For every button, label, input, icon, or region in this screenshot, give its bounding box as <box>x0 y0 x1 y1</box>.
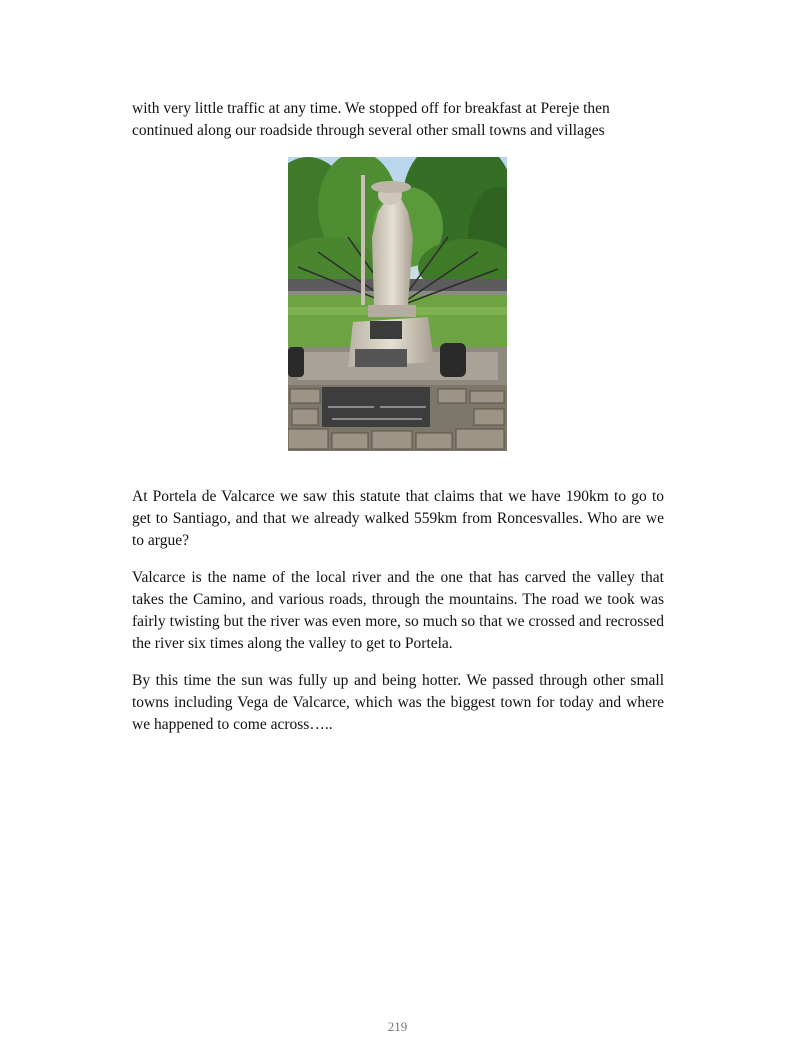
paragraph-portela: At Portela de Valcarce we saw this statute that claims that we have 190km to go to get to Santiago, and that we already walked 559km from Roncesvalles. Who are we to argue? <box>132 488 664 549</box>
paragraph-intro <box>132 98 664 142</box>
page-number: 219 <box>387 1019 408 1034</box>
paragraph-intro-line-1: with very little traffic at any time. We stopped off for breakfast at Pereje then <box>132 100 610 117</box>
paragraph-valcarce-river: Valcarce is the name of the local river and the one that has carved the valley that takes the Camino, and various roads, through the mountains. The road we took was fairly twisting but the river was even more, so much so that we crossed and recrossed the river six times along the valley to get to Portela. <box>132 569 664 652</box>
paragraph-intro-line-2: continued along our roadside through several other small towns and villages <box>132 122 605 139</box>
statue-photo <box>288 157 507 451</box>
paragraph-vega-de-valcarce: By this time the sun was fully up and being hotter. We passed through other small towns including Vega de Valcarce, which was the biggest town for today and where we happened to come across….. <box>132 672 664 733</box>
